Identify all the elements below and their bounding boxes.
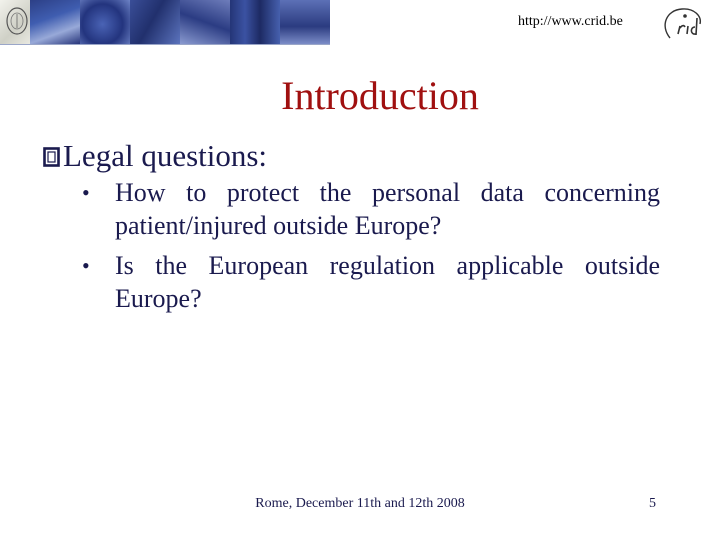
header-banner xyxy=(0,0,330,45)
banner-photo xyxy=(230,0,280,44)
bullet-dot-icon: • xyxy=(82,180,90,205)
banner-photo xyxy=(80,0,130,44)
slide-title-row xyxy=(0,72,720,119)
banner-photo xyxy=(30,0,80,44)
bullet-text: Is the European regulation applicable outside Europe? xyxy=(115,251,660,313)
banner-photo xyxy=(180,0,230,44)
heading-text: Legal questions: xyxy=(63,138,268,173)
seal-icon xyxy=(6,6,28,36)
bullet-list xyxy=(82,176,660,322)
banner-photo xyxy=(130,0,180,44)
crid-logo-icon xyxy=(658,4,708,42)
section-heading xyxy=(43,138,267,174)
bullet-text: How to protect the personal data concerning patient/injured outside Europe? xyxy=(115,178,660,240)
page-number: 5 xyxy=(649,496,656,511)
bullet-dot-icon: • xyxy=(82,253,90,278)
bullet-item xyxy=(82,249,660,315)
website-url[interactable]: http://www.crid.be xyxy=(518,14,623,29)
bullet-item xyxy=(82,176,660,242)
banner-photo xyxy=(280,0,330,44)
checkbox-bullet-icon xyxy=(43,147,60,167)
slide-title: Introduction xyxy=(281,73,479,118)
footer-text: Rome, December 11th and 12th 2008 xyxy=(255,496,465,511)
